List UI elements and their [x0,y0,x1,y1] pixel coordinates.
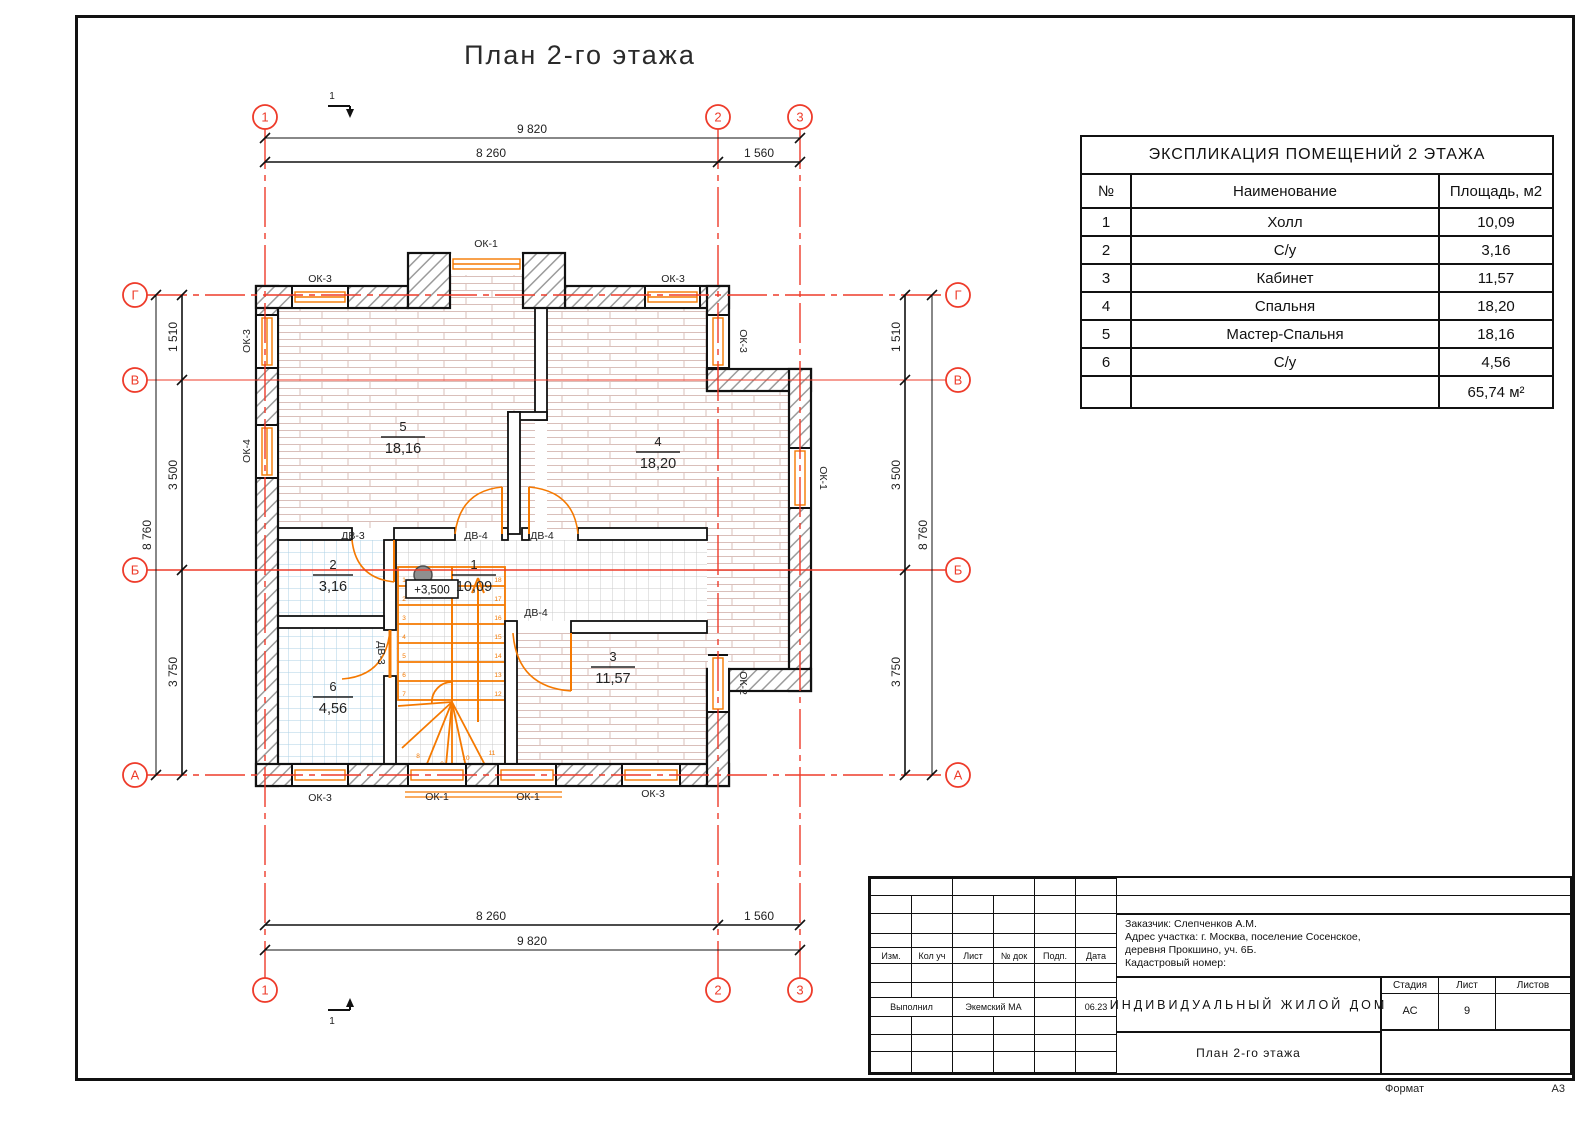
sheet-number: 9 [1439,994,1496,1031]
executed-row [871,998,1117,1017]
svg-text:8 260: 8 260 [475,146,507,160]
table-row [1081,236,1553,264]
table-row [1081,320,1553,348]
svg-text:3: 3 [796,982,804,998]
address-line: деревня Прокшино, уч. 6Б. [1125,944,1257,956]
sheet-label: Лист [1439,978,1496,994]
tag-dv4: ДВ-4 [524,607,548,619]
revision-header-row [871,948,1117,964]
svg-text:1: 1 [261,109,269,125]
svg-text:2: 2 [714,982,722,998]
title-block-empty-row [1117,878,1570,896]
stage-sheet-area [1382,978,1570,1073]
svg-text:1: 1 [329,1016,335,1027]
col-header-area: Площадь, м2 [1439,174,1553,208]
tag-ok3: ОК-3 [308,273,332,285]
svg-text:4: 4 [654,434,662,449]
svg-text:1: 1 [402,577,406,584]
stage-sheet-values [1382,994,1570,1031]
svg-text:2: 2 [714,109,722,125]
executed-name: Экемский МА [953,998,1035,1017]
cell-name: С/у [1131,236,1439,264]
sheets-number [1496,994,1570,1031]
tag-ok3: ОК-3 [641,788,665,800]
window-ok3-left [257,315,277,368]
sheets-label: Листов [1496,978,1570,994]
cell-area: 18,20 [1439,292,1553,320]
window-ok3-top-right [645,287,700,307]
svg-text:17: 17 [494,596,502,603]
stage-sheet-header [1382,978,1570,994]
col-izm: Изм. [871,948,912,964]
svg-text:11: 11 [488,750,496,757]
svg-text:8 760: 8 760 [916,519,930,551]
svg-text:В: В [130,372,140,388]
tag-ok4: ОК-4 [241,439,253,463]
tag-ok1: ОК-1 [474,238,498,250]
format-note [1385,1083,1565,1095]
svg-text:1 560: 1 560 [743,909,775,923]
svg-text:3: 3 [609,649,617,664]
cell-num: 6 [1081,348,1131,376]
floor-bay [450,275,523,308]
svg-text:3,16: 3,16 [318,579,348,595]
cell-num: 1 [1081,208,1131,236]
col-header-name: Наименование [1131,174,1439,208]
svg-text:15: 15 [494,634,502,641]
svg-text:1 510: 1 510 [889,321,903,353]
svg-text:6: 6 [402,672,406,679]
svg-text:Г: Г [131,287,139,303]
cadastre-line: Кадастровый номер: [1125,957,1227,969]
table-row [1081,348,1553,376]
window-ok3-top-left [292,287,348,307]
svg-text:+3,500: +3,500 [414,584,450,597]
format-value: А3 [1551,1083,1565,1095]
svg-text:1 560: 1 560 [743,146,775,160]
svg-text:10,09: 10,09 [455,579,493,595]
tag-ok3: ОК-3 [308,792,332,804]
svg-text:8 260: 8 260 [475,909,507,923]
cell-total-area: 65,74 м² [1439,376,1553,408]
svg-text:16: 16 [494,615,502,622]
svg-text:10: 10 [462,755,470,762]
window-ok4-left [257,425,277,478]
cell-area: 10,09 [1439,208,1553,236]
svg-text:А: А [953,767,963,783]
svg-text:1: 1 [470,557,478,572]
cell-num: 2 [1081,236,1131,264]
title-block [868,876,1572,1075]
svg-text:18: 18 [494,577,502,584]
format-label: Формат [1385,1083,1425,1095]
col-list: Лист [953,948,994,964]
svg-text:Б: Б [130,562,140,578]
executed-label: Выполнил [871,998,953,1017]
table-row [1081,264,1553,292]
stage-value: АС [1382,994,1439,1031]
svg-text:5: 5 [399,419,407,434]
tag-dv3: ДВ-3 [375,641,387,665]
svg-text:3: 3 [796,109,804,125]
section-mark-bottom [328,998,354,1027]
cell-area: 4,56 [1439,348,1553,376]
explication-title: ЭКСПЛИКАЦИЯ ПОМЕЩЕНИЙ 2 ЭТАЖА [1081,136,1553,174]
svg-text:В: В [953,372,963,388]
title-block-right [1109,878,1570,1073]
svg-text:4,56: 4,56 [318,701,348,717]
col-podp: Подп. [1035,948,1076,964]
drawing-title: План 2-го этажа [1196,1046,1301,1060]
cell-name: С/у [1131,348,1439,376]
client-line: Заказчик: Слепченков А.М. [1125,918,1257,930]
cell-area: 3,16 [1439,236,1553,264]
svg-text:3 750: 3 750 [166,656,180,688]
svg-text:18,16: 18,16 [384,441,422,457]
tag-dv3: ДВ-3 [341,530,365,542]
floor-room-2 [278,540,384,616]
executed-date: 06.23 [1076,998,1117,1017]
cell-area: 11,57 [1439,264,1553,292]
table-row [1081,292,1553,320]
svg-text:6: 6 [329,679,337,694]
svg-text:А: А [130,767,140,783]
cell-name: Спальня [1131,292,1439,320]
svg-text:11,57: 11,57 [595,671,631,687]
window-ok1-bay [450,254,523,274]
col-header-num: № [1081,174,1131,208]
cell-name: Холл [1131,208,1439,236]
svg-text:3 500: 3 500 [166,459,180,491]
project-title-area [1109,978,1388,1073]
cell-num: 4 [1081,292,1131,320]
page-title: План 2-го этажа [464,40,696,70]
col-kol: Кол уч [912,948,953,964]
table-total-row [1081,376,1553,408]
tag-ok1: ОК-1 [516,791,540,803]
table-row [1081,208,1553,236]
project-info [1117,915,1570,978]
tag-dv4: ДВ-4 [464,530,488,542]
floor-room-5 [278,308,535,528]
svg-text:3 750: 3 750 [889,656,903,688]
col-ndok: № док [994,948,1035,964]
svg-text:1 510: 1 510 [166,321,180,353]
cell-name: Кабинет [1131,264,1439,292]
tag-ok3: ОК-3 [241,329,253,353]
project-name: ИНДИВИДУАЛЬНЫЙ ЖИЛОЙ ДОМ [1117,978,1380,1033]
svg-text:18,20: 18,20 [639,456,677,472]
stage-sheet-empty [1382,1031,1570,1073]
cell-empty [1081,376,1131,408]
svg-text:4: 4 [402,634,406,641]
svg-text:3 500: 3 500 [889,459,903,491]
svg-text:8: 8 [416,753,420,760]
svg-text:2: 2 [329,557,337,572]
svg-text:8 760: 8 760 [140,519,154,551]
elevation-mark [406,580,458,598]
svg-text:7: 7 [402,691,406,698]
svg-text:1: 1 [261,982,269,998]
tag-ok1: ОК-1 [425,791,449,803]
section-mark-top [328,91,354,118]
svg-text:14: 14 [494,653,502,660]
cell-empty [1131,376,1439,408]
explication-table [1080,135,1554,409]
tag-dv4: ДВ-4 [530,530,554,542]
svg-text:5: 5 [402,653,406,660]
tag-ok3: ОК-3 [661,273,685,285]
col-data: Дата [1076,948,1117,964]
cell-area: 18,16 [1439,320,1553,348]
cell-num: 3 [1081,264,1131,292]
title-block-revision-table [870,878,1117,1073]
svg-text:Г: Г [954,287,962,303]
svg-text:1: 1 [329,91,335,102]
svg-text:3: 3 [402,615,406,622]
title-block-empty-row [1117,896,1570,915]
tag-ok1: ОК-1 [817,466,829,490]
floor-room-6 [278,628,384,764]
svg-text:9 820: 9 820 [516,934,548,948]
svg-text:Б: Б [953,562,963,578]
svg-text:12: 12 [494,691,502,698]
cell-name: Мастер-Спальня [1131,320,1439,348]
svg-text:2: 2 [402,596,406,603]
svg-text:9 820: 9 820 [516,122,548,136]
svg-text:13: 13 [494,672,502,679]
stage-label: Стадия [1382,978,1439,994]
tag-ok3: ОК-3 [737,329,749,353]
tag-ok2: ОК-2 [737,671,749,695]
cell-num: 5 [1081,320,1131,348]
address-line: Адрес участка: г. Москва, поселение Сосенское, [1125,931,1361,943]
